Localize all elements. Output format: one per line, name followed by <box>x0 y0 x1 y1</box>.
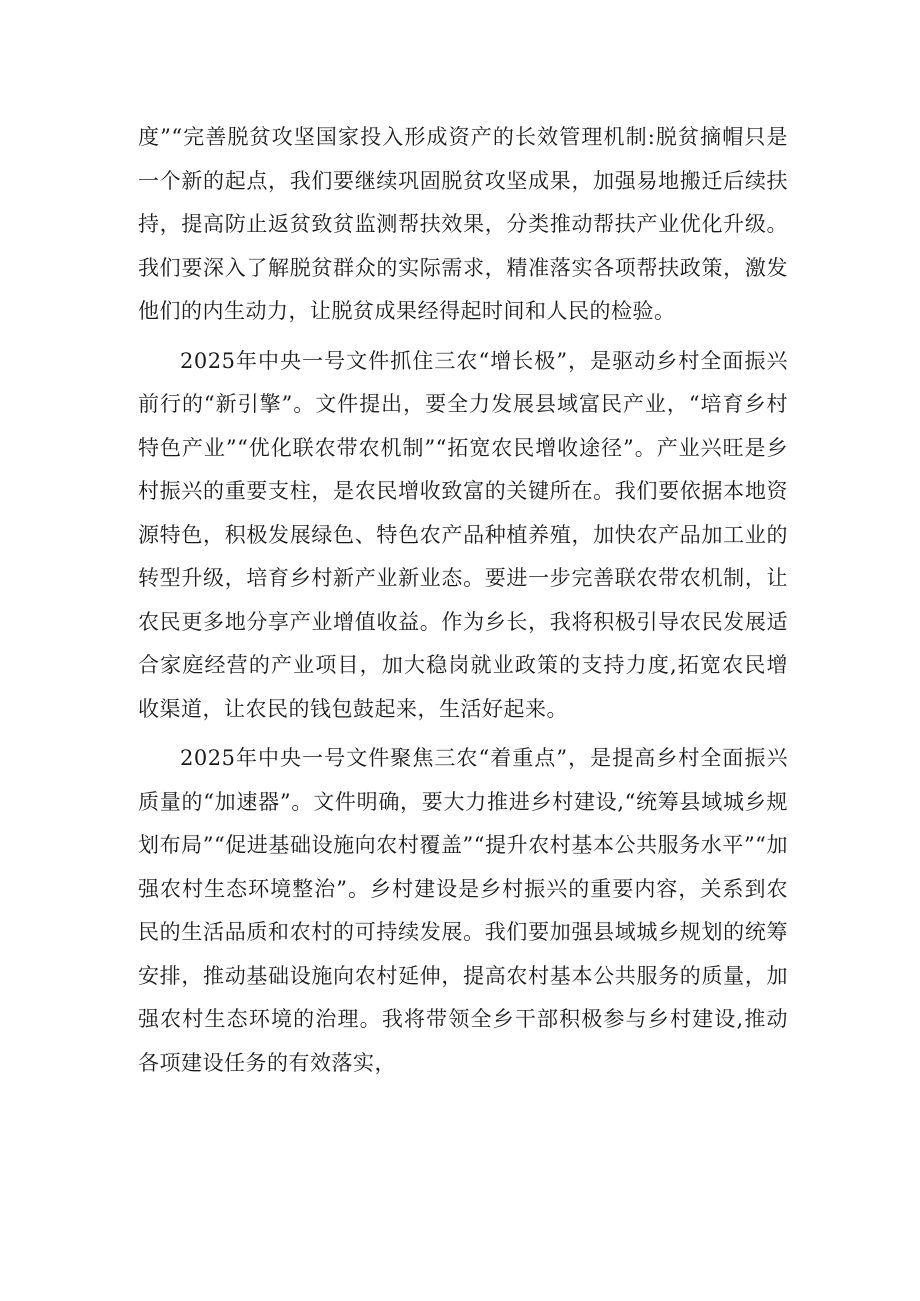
document-body <box>138 116 788 1091</box>
paragraph-3: 2025年中央一号文件聚焦三农“着重点”，是提高乡村全面振兴质量的“加速器”。文件明确，要大力推进乡村建设,“统筹县域城乡规划布局”“促进基础设施向农村覆盖”“提升农村基本公共服务水平”“加强农村生态环境整治”。乡村建设是乡村振兴的重要内容，关系到农民的生活品质和农村的可持续发展。我们要加强县域城乡规划的统筹安排，推动基础设施向农村延伸，提高农村基本公共服务的质量，加强农村生态环境的治理。我将带领全乡干部积极参与乡村建设,推动各项建设任务的有效落实， <box>138 746 788 1075</box>
paragraph-2: 2025年中央一号文件抓住三农“增长极”，是驱动乡村全面振兴前行的“新引擎”。文件提出，要全力发展县域富民产业，“培育乡村特色产业”“优化联农带农机制”“拓宽农民增收途径”。产业兴旺是乡村振兴的重要支柱，是农民增收致富的关键所在。我们要依据本地资源特色，积极发展绿色、特色农产品种植养殖，加快农产品加工业的转型升级，培育乡村新产业新业态。要进一步完善联农带农机制，让农民更多地分享产业增值收益。作为乡长，我将积极引导农民发展适合家庭经营的产业项目，加大稳岗就业政策的支持力度,拓宽农民增收渠道，让农民的钱包鼓起来，生活好起来。 <box>138 348 788 721</box>
paragraph-1: 度”“完善脱贫攻坚国家投入形成资产的长效管理机制:脱贫摘帽只是一个新的起点，我们要继续巩固脱贫攻坚成果，加强易地搬迁后续扶持，提高防止返贫致贫监测帮扶效果，分类推动帮扶产业优化升级。我们要深入了解脱贫群众的实际需求，精准落实各项帮扶政策，激发他们的内生动力，让脱贫成果经得起时间和人民的检验。 <box>138 125 788 323</box>
